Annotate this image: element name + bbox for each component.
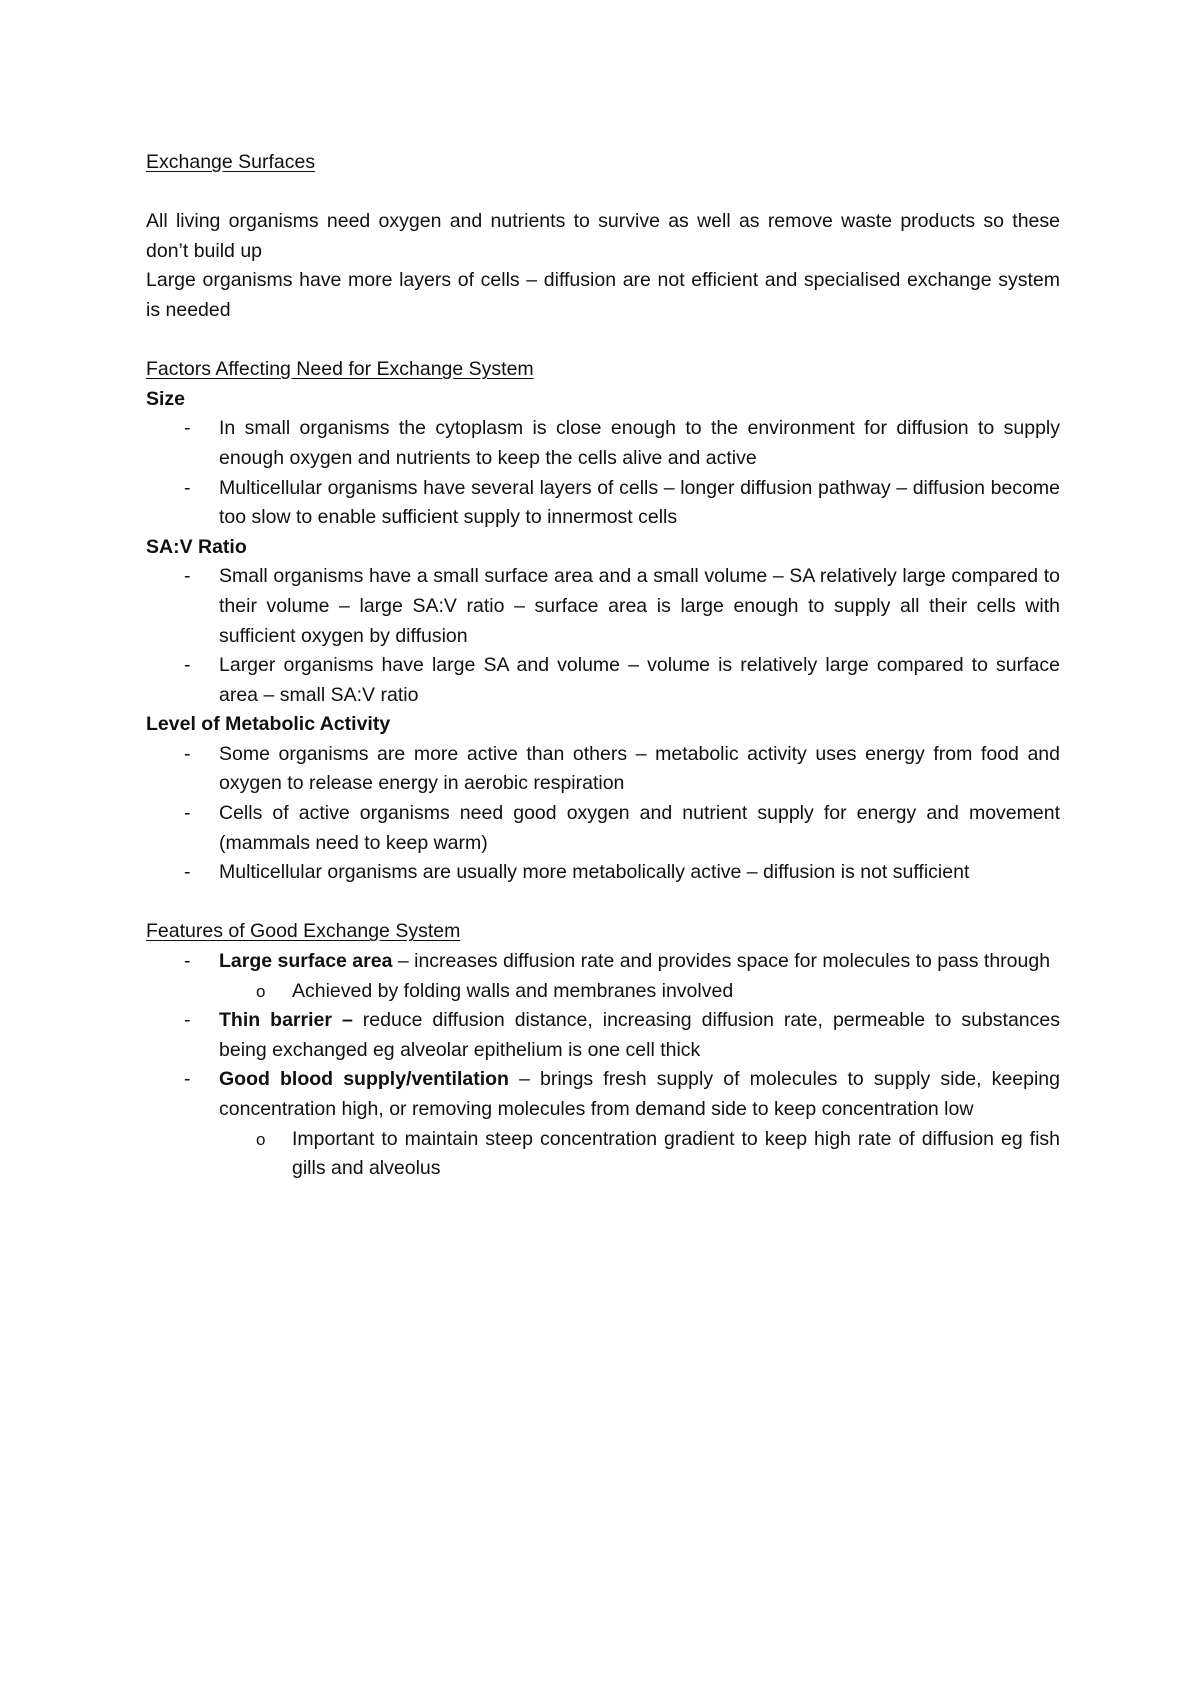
intro-paragraph: Large organisms have more layers of cells – diffusion are not efficient and specialised exchange system is needed xyxy=(146,269,1060,321)
bullet-item xyxy=(146,414,1060,473)
dash-bullet: - xyxy=(184,565,191,588)
circle-bullet-icon: o xyxy=(256,1129,266,1149)
bullet-item xyxy=(146,1006,1060,1065)
bullet-item xyxy=(146,651,1060,710)
feature-text: – increases diffusion rate and provides space for molecules to pass through xyxy=(392,950,1051,973)
spacer xyxy=(146,178,1060,208)
bullet-item xyxy=(146,1065,1060,1124)
dash-bullet: - xyxy=(184,861,191,884)
sub-bullet-item xyxy=(146,1125,1060,1184)
bullet-item xyxy=(146,858,1060,888)
bullet-item xyxy=(146,947,1060,977)
features-heading: Features of Good Exchange System xyxy=(146,920,461,943)
intro-paragraph: All living organisms need oxygen and nutrients to survive as well as remove waste products so these don’t build up xyxy=(146,210,1060,262)
dash-bullet: - xyxy=(184,950,191,973)
dash-bullet: - xyxy=(184,417,191,440)
feature-term: Thin barrier – xyxy=(219,1009,353,1032)
bullet-text: Larger organisms have large SA and volume – volume is relatively large compared to surface area – small SA:V ratio xyxy=(219,654,1060,706)
document-page xyxy=(146,148,1060,1184)
feature-text: reduce diffusion distance, increasing diffusion rate, permeable to substances being exchanged eg alveolar epithelium is one cell thick xyxy=(219,1009,1060,1061)
spacer xyxy=(146,326,1060,356)
size-label: Size xyxy=(146,387,186,410)
dash-bullet: - xyxy=(184,802,191,825)
bullet-item xyxy=(146,562,1060,651)
dash-bullet: - xyxy=(184,1009,191,1032)
circle-bullet-icon: o xyxy=(256,981,266,1001)
dash-bullet: - xyxy=(184,742,191,765)
sub-bullet-text: Important to maintain steep concentration gradient to keep high rate of diffusion eg fish gills and alveolus xyxy=(292,1127,1060,1180)
bullet-text: Cells of active organisms need good oxygen and nutrient supply for energy and movement (mammals need to keep warm) xyxy=(219,802,1060,854)
document-title: Exchange Surfaces xyxy=(146,151,316,173)
feature-text: – brings fresh supply of molecules to supply side, keeping concentration high, or removing molecules from demand side to keep concentration low xyxy=(219,1068,1060,1120)
ratio-label: SA:V Ratio xyxy=(146,535,247,558)
sub-bullet-item xyxy=(146,977,1060,1007)
dash-bullet: - xyxy=(184,476,191,499)
spacer xyxy=(146,888,1060,918)
bullet-text: Multicellular organisms have several layers of cells – longer diffusion pathway – diffusion become too slow to enable sufficient supply to innermost cells xyxy=(219,476,1060,529)
feature-term: Good blood supply/ventilation xyxy=(219,1068,509,1091)
factors-heading: Factors Affecting Need for Exchange System xyxy=(146,358,534,381)
sub-bullet-text: Achieved by folding walls and membranes involved xyxy=(292,979,734,1002)
bullet-item xyxy=(146,740,1060,799)
feature-term: Large surface area xyxy=(219,950,393,973)
bullet-text: Multicellular organisms are usually more metabolically active – diffusion is not sufficient xyxy=(219,861,970,884)
bullet-text: Small organisms have a small surface area and a small volume – SA relatively large compared to their volume – large SA:V ratio – surface area is large enough to supply all their cells with sufficient oxygen by diffusion xyxy=(219,565,1060,647)
bullet-text: Some organisms are more active than others – metabolic activity uses energy from food and oxygen to release energy in aerobic respiration xyxy=(219,742,1060,795)
dash-bullet: - xyxy=(184,1068,191,1091)
bullet-item xyxy=(146,799,1060,858)
dash-bullet: - xyxy=(184,654,191,677)
bullet-text: In small organisms the cytoplasm is close enough to the environment for diffusion to supply enough oxygen and nutrients to keep the cells alive and active xyxy=(219,417,1060,469)
bullet-item xyxy=(146,474,1060,533)
metabolic-label: Level of Metabolic Activity xyxy=(146,713,391,736)
